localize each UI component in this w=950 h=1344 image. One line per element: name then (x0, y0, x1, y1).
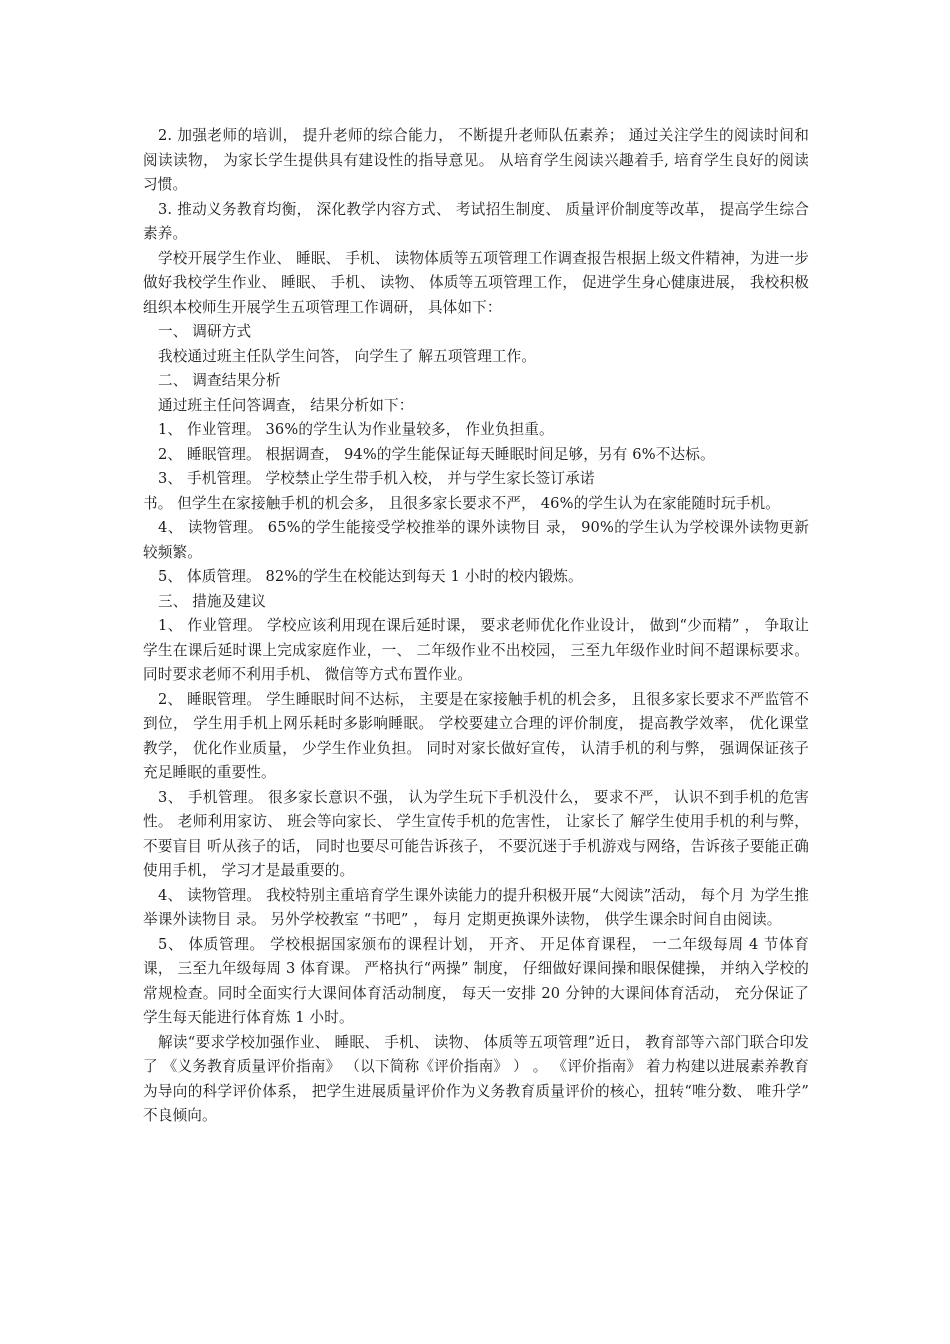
paragraph: 学校开展学生作业、 睡眠、 手机、 读物体质等五项管理工作调查报告根据上级文件精神，为进一步做好我校学生作业、 睡眠、 手机、 读物、 体质等五项管理工作， 促进学生身心健康进展， 我校积极组织本校师生开展学生五项管理工作调研， 具体如下： (143, 249, 809, 316)
paragraph: 3. 推动义务教育均衡， 深化教学内容方式、 考试招生制度、 质量评价制度等改革， 提高学生综合素养。 (143, 200, 809, 242)
paragraph: 通过班主任问答调查， 结果分析如下： (158, 396, 414, 414)
list-item: 1、 作业管理。 36%的学生认为作业量较多， 作业负担重。 (158, 421, 554, 438)
section-heading: 三、 措施及建议 (158, 592, 266, 610)
list-item: 4、 读物管理。 65%的学生能接受学校推举的课外读物目 录， 90%的学生认为学校课外读物更新较频繁。 (143, 519, 809, 561)
list-item: 4、 读物管理。 我校特别主重培育学生课外读能力的提升积极开展“大阅读”活动， 每个月 为学生推举课外读物目 录。 另外学校教室 “书吧” ， 每月 定期更换课外读物， 供学生课余时间自由阅读。 (143, 886, 809, 928)
section-heading: 一、 调研方式 (158, 323, 252, 340)
list-item: 3、 手机管理。 学校禁止学生带手机入校， 并与学生家长签订承诺 (158, 470, 595, 487)
list-item-continuation: 书。 但学生在家接触手机的机会多， 且很多家长要求不严， 46%的学生认为在家能随时玩手机。 (143, 494, 781, 512)
list-item: 5、 体质管理。 82%的学生在校能达到每天 1 小时的校内锻炼。 (158, 568, 583, 585)
paragraph: 2. 加强老师的培训， 提升老师的综合能力， 不断提升老师队伍素养； 通过关注学生的阅读时间和阅读读物， 为家长学生提供具有建设性的指导意见。 从培育学生阅读兴趣着手, 培育学生良好的阅读习惯。 (143, 127, 809, 193)
paragraph: 解读“要求学校加强作业、 睡眠、 手机、 读物、 体质等五项管理”近日， 教育部等六部门联合印发了 《义务教育质量评价指南》 （以下简称《评价指南》 ） 。 《评价指南》 着力构建以进展素养教育为导向的科学评价体系， 把学生进展质量评价作为义务教育质量评价的核心，扭转“唯分数、 唯升学” 不良倾向。 (143, 1033, 809, 1124)
paragraph: 我校通过班主任队学生问答， 向学生了 解五项管理工作。 (158, 347, 537, 365)
list-item: 2、 睡眠管理。 学生睡眠时间不达标， 主要是在家接触手机的机会多， 且很多家长要求不严监管不到位， 学生用手机上网乐耗时多影响睡眠。 学校要建立合理的评价制度， 提高教学效率， 优化课堂教学， 优化作业质量， 少学生作业负担。 同时对家长做好宣传， 认清手机的利与弊， 强调保证孩子充足睡眠的重要性。 (143, 690, 809, 781)
list-item: 3、 手机管理。 很多家长意识不强， 认为学生玩下手机没什么， 要求不严， 认识不到手机的危害性。 老师利用家访、 班会等向家长、 学生宣传手机的危害性， 让家长了 解学生使用手机的利与弊， 不要盲目 听从孩子的话， 同时也要尽可能告诉孩子， 不要沉迷于手机游戏与网络，告诉孩子要能正确使用手机， 学习才是最重要的。 (143, 788, 809, 879)
list-item: 2、 睡眠管理。 根据调查， 94%的学生能保证每天睡眠时间足够，另有 6%不达标。 (158, 445, 715, 463)
list-item: 5、 体质管理。 学校根据国家颁布的课程计划， 开齐、 开足体育课程， 一二年级每周 4 节体育课， 三至九年级每周 3 体育课。 严格执行“两操” 制度， 仔细做好课间操和眼保健操， 并纳入学校的常规检查。同时全面实行大课间体育活动制度， 每天一安排 20 分钟的大课间体育活动， 充分保证了 学生每天能进行体育炼 1 小时。 (143, 935, 809, 1026)
section-heading: 二、 调查结果分析 (158, 372, 281, 389)
list-item: 1、 作业管理。 学校应该利用现在课后延时课， 要求老师优化作业设计， 做到“少而精” ， 争取让学生在课后延时课上完成家庭作业，一、 二年级作业不出校园， 三至九年级作业时间不超课标要求。 同时要求老师不利用手机、 微信等方式布置作业。 (143, 617, 809, 683)
document-page (143, 124, 809, 1129)
